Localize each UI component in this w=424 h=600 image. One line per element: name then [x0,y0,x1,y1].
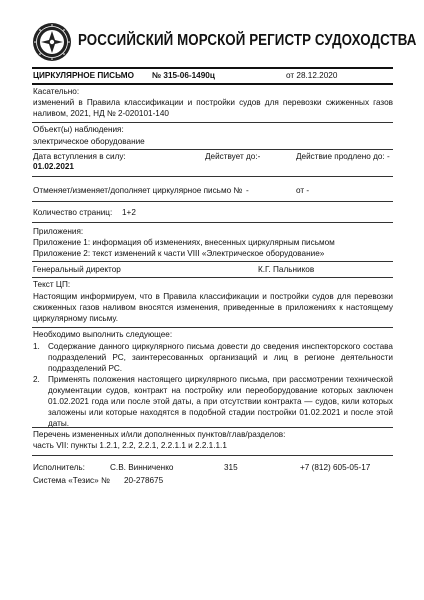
divider [32,327,393,328]
subject-label: Касательно: [33,87,80,96]
effective-date-value: 01.02.2021 [33,162,74,171]
divider [32,277,393,278]
divider [32,261,393,262]
action-number: 2. [33,375,40,384]
cancels-from: от - [296,186,310,195]
action-number: 1. [33,342,40,351]
appendix-item: Приложение 2: текст изменений к части VIII «Электрическое оборудование» [33,249,325,258]
director-title: Генеральный директор [33,265,121,274]
pages-value: 1+2 [122,208,136,217]
director-name: К.Г. Пальников [258,265,315,274]
cp-label: Текст ЦП: [33,280,71,289]
letter-number: № 315-06-1490ц [152,71,215,80]
divider [32,455,393,456]
divider [32,176,393,177]
organization-name: РОССИЙСКИЙ МОРСКОЙ РЕГИСТР СУДОХОДСТВА [78,32,417,49]
cancels-number: - [246,186,249,195]
actions-label: Необходимо выполнить следующее: [33,330,173,339]
executor-name: С.В. Винниченко [110,463,174,472]
divider [32,222,393,223]
extended-until-label: Действие продлено до: - [296,152,390,161]
appendices-label: Приложения: [33,227,84,236]
letter-date: от 28.12.2020 [286,71,338,80]
divider [32,83,393,85]
system-number: 20-278675 [124,476,164,485]
appendix-item: Приложение 1: информация об изменениях, внесенных циркулярным письмом [33,238,335,247]
divider [32,201,393,202]
valid-until-label: Действует до:- [205,152,261,161]
divider [32,67,393,69]
executor-phone: +7 (812) 605-05-17 [300,463,371,472]
cp-text: Настоящим информируем, что в Правила классификации и постройки судов для перевозки сжиженных газов наливом вносятся изменения, приведенные в приложениях к настоящему циркулярному письму. [33,292,393,323]
subject-text: изменений в Правила классификации и постройки судов для перевозки сжиженных газов наливом, 2021, НД № 2-020101-140 [33,98,393,118]
cancels-label: Отменяет/изменяет/дополняет циркулярное письмо № [33,186,243,195]
effective-date-label: Дата вступления в силу: [33,152,126,161]
objects-label: Объект(ы) наблюдения: [33,125,124,134]
changed-items-value: часть VII: пункты 1.2.1, 2.2, 2.2.1, 2.2.1.1 и 2.2.1.1.1 [33,441,227,450]
divider [32,122,393,123]
rs-emblem-logo [32,22,72,62]
objects-value: электрическое оборудование [33,137,145,146]
changed-items-label: Перечень измененных и/или дополненных пунктов/глав/разделов: [33,430,286,439]
executor-label: Исполнитель: [33,463,85,472]
system-label: Система «Тезис» № [33,476,110,485]
action-item: Содержание данного циркулярного письма довести до сведения инспекторского состава подразделений РС, заинтересованных организаций и лиц в регионе деятельности подразделений РС. [48,342,393,373]
executor-code: 315 [224,463,238,472]
letter-type: ЦИРКУЛЯРНОЕ ПИСЬМО [33,71,134,80]
divider [32,427,393,428]
pages-label: Количество страниц: [33,208,113,217]
action-item: Применять положения настоящего циркулярного письма, при рассмотрении технической документации судов, контракт на постройку или переоборудование которых заключен 01.02.2021 года или после этой даты, а при отсутствии контракта — судов, кили которых заложены или которые находятся в подобной стадии постройки 01.02.2021 и после этой даты. [48,375,393,428]
divider [32,149,393,150]
